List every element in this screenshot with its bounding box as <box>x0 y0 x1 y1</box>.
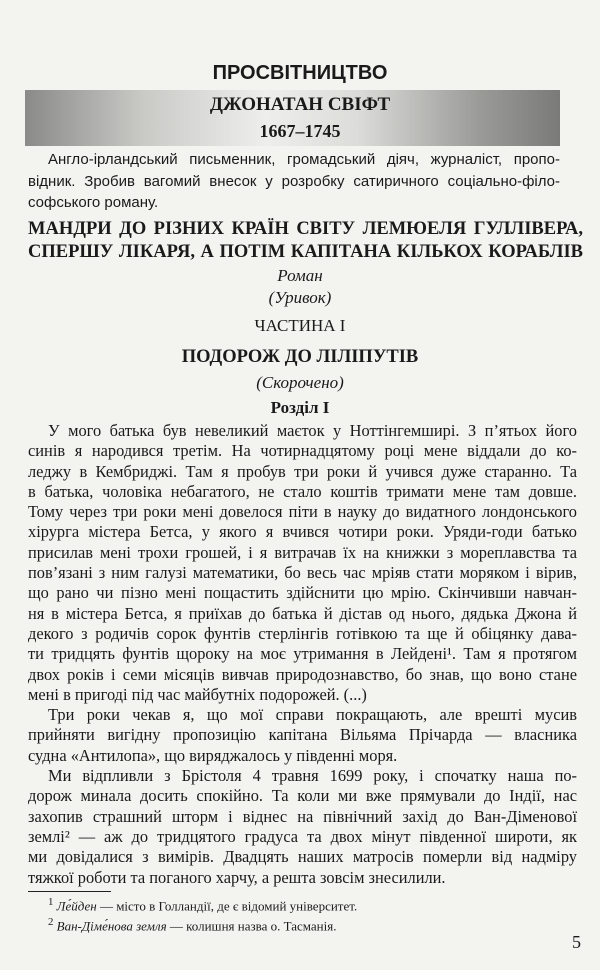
text-line: що рано чи пізно мені пощастить здійснити цю мрію. Скінчивши навчан- <box>28 583 577 603</box>
text-line: синів я народився третім. На чотирнадцятому році мене віддали до ко- <box>28 441 577 461</box>
author-intro <box>28 149 560 214</box>
text-line: декого з родичів сорок фунтів стерлінгів готівкою та ще й обіцянку дава- <box>28 623 577 643</box>
paragraph <box>28 421 577 705</box>
footnote-mark: 1 <box>48 896 54 908</box>
section-heading: ПРОСВІТНИЦТВО <box>212 62 388 84</box>
text-line: судна «Антилопа», що виряджалось у південні моря. <box>28 745 398 765</box>
footnote-text: — місто в Голландії, де є відомий університет. <box>96 898 358 914</box>
genre: Роман <box>277 266 323 285</box>
work-title <box>28 218 583 264</box>
text-line: Ми відпливли з Брістоля 4 травня 1699 року, і спочатку наша по- <box>48 766 577 786</box>
title-line: СПЕРШУ ЛІКАРЯ, А ПОТІМ КАПІТАНА КІЛЬКОХ КОРАБЛІВ <box>28 242 583 262</box>
footnote-term: Ван-Діме́нова земля <box>56 918 167 934</box>
text-line: леджу в Кембриджі. Там я пробув три роки й учився дуже старанно. Та <box>28 461 577 481</box>
excerpt-note: (Уривок) <box>268 288 332 307</box>
footnote <box>48 894 357 914</box>
footnote-mark: 2 <box>48 916 54 929</box>
footnote <box>48 914 357 934</box>
paragraph <box>28 705 577 766</box>
text-line: У мого батька був невеликий маєток у Ноттінгемширі. З п’ятьох його <box>48 421 577 440</box>
text-line: захопив страшний шторм і віднес на північний захід до Ван-Діменової <box>28 806 577 826</box>
intro-line: софського роману. <box>28 194 159 211</box>
body-text <box>28 421 577 888</box>
page-number: 5 <box>572 932 581 952</box>
text-line: пов’язані з ним галузі математики, бо весь час мріяв стати моряком і вірив, <box>28 563 577 583</box>
text-line: ти тридцять фунтів щороку на моє утримання в Лейдені¹. Там я протягом <box>28 644 577 664</box>
part-title: ПОДОРОЖ ДО ЛІЛІПУТІВ <box>181 347 419 367</box>
text-line: землі² — аж до тридцятого градуса та двох мінут південної широти, як <box>28 826 577 846</box>
text-line: ми довідалися з вимірів. Двадцять наших матросів померли від надміру <box>28 847 577 867</box>
text-line: Три роки чекав я, що мої справи покращають, але врешті мусив <box>48 705 577 725</box>
author-name: ДЖОНАТАН СВІФТ <box>209 94 391 115</box>
text-line: мені в пригоді під час майбутніх подорожей. (...) <box>28 684 367 704</box>
text-line: присилав мені трохи грошей, і я витрачав їх на книжки з мореплавства та <box>28 542 577 562</box>
text-line: двох років і семи місяців вивчав природознавство, бо знав, що воно стане <box>28 664 577 684</box>
title-line: МАНДРИ ДО РІЗНИХ КРАЇН СВІТУ ЛЕМЮЕЛЯ ГУЛЛІВЕРА, <box>28 219 583 239</box>
text-line: хірурга містера Бетса, у якого я вчився чотири роки. Уряди-годи батько <box>28 522 577 542</box>
text-line: в батька, чоловіка небагатого, не стало коштів тримати мене там довше. <box>28 481 577 501</box>
footnote-term: Ле́йден <box>56 898 97 914</box>
intro-line: Англо-ірландський письменник, громадський діяч, журналіст, пропо- <box>48 151 560 168</box>
abridged-note: (Скорочено) <box>256 373 344 392</box>
footnote-text: — колишня назва о. Тасманія. <box>166 918 337 934</box>
footnote-divider <box>28 891 111 892</box>
text-line: прийняти вигідну пропозицію капітана Вільяма Прічарда — власника <box>28 725 577 745</box>
text-line: ня в містера Бетса, я приїхав до батька й дістав од нього, дядька Джона й <box>28 603 577 623</box>
part-label: ЧАСТИНА І <box>254 316 346 335</box>
text-line: дорож минала досить спокійно. Та коли ми вже прямували до Індії, нас <box>28 786 577 806</box>
footnotes <box>48 894 357 935</box>
paragraph <box>28 766 577 888</box>
text-line: Тому через три роки мені довелося піти в науку до видатного лондонського <box>28 502 577 522</box>
intro-line: відник. Зробив вагомий внесок у розробку сатиричного соціально-філо- <box>28 172 560 190</box>
author-years: 1667–1745 <box>259 121 341 141</box>
text-line: тяжкої роботи та поганого харчу, а решта зовсім знесилили. <box>28 867 446 887</box>
chapter-heading: Розділ І <box>270 398 330 417</box>
